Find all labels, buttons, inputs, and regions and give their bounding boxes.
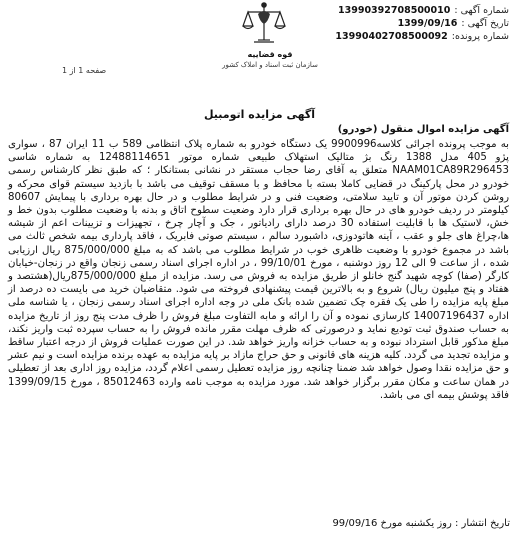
publish-date: تاریخ انتشار : روز یکشنبه مورخ 99/09/16: [332, 518, 510, 529]
notice-date-label: تاریخ آگهی :: [461, 18, 509, 29]
notice-subtitle: آگهی مزایده اموال منقول (خودرو): [337, 124, 509, 135]
org-registration: سازمان ثبت اسناد و املاک کشور: [222, 61, 318, 69]
notice-date-row: [309, 17, 509, 30]
notice-title: آگهی مزایده اتومبیل: [203, 108, 316, 121]
file-number-value: 13990402708500092: [335, 31, 448, 42]
notice-number-row: [309, 4, 509, 17]
notice-body: به موجب پرونده اجرائی کلاسه9900996 یک دستگاه خودرو به شماره پلاک انتظامی 589 ب 11 ایران 87 ، سواری پژو 405 مدل 1388 رنگ بژ متالیک استهلاک طبیعی شماره موتور 12488114651 به شماره شاسی NAAM01CA89R296453 متعلق به آقای رضا حجاب مستقر در نشانی بستانکار ؛ که طبق نظر کارشناس رسمی خودرو در محل پارکینگ در قضایی کاملا بسته با محافظ و با مسقف توقیف می باشد با بازدید سیستم قوای محرکه و روشن کردن موتور آن و تایید سلامتی، وضعیت فنی و در شرایط مطلوب و در حال بهره برداری با پیمایش 80607 کیلومتر در ردیف خودرو های در حال بهره برداری قرار دارد وضعیت سطوح اتاق و بدنه با وضعیت مطلوب بدون خط و خش، لاستیک ها با قابلیت استفاده 30 درصد دارای رادیاتور ، جک و آچار چرخ ، تجهیزات و تزیینات اعم از شیشه ها،چراغ های جلو و عقب ، آینه هاتودوزی، داشبورد سالم ، سیستم صوتی فابریک ، فاقد پارداری بیمه شخص ثالث می باشد در مجموع خودرو با وضعیت ظاهری خوب در شرایط مطلوب می باشد که به مبلغ 875/000/000 ریال ارزیابی شده ، از ساعت 9 الی 12 روز دوشنبه ، مورخ 99/10/01 ، در اداره اجرای اسناد رسمی زنجان واقع در زنجان-خیابان کارگر (صفا) کوچه شهید گنج خانلو از طریق مزایده به فروش می رسد. مزایده از مبلغ 875/000/000ریال(هشتصد و هفتاد و پنج میلیون ریال) شروع و به بالاترین قیمت پیشنهادی فروخته می شود. متقاضیان خرید می بایست ده درصد از مبلغ پایه مزایده را طی یک فقره چک تضمین شده بانک ملی در وجه اداره اجرای اسناد رسمی زنجان ، یا شناسه ملی اداره 14007196437 کارسازی نموده و آن را ارائه و مابه التفاوت مبلغ فروش را ظرف مدت پنج روز از تاریخ مزایده به حساب صندوق ثبت تودیع نماید و درصورتی که ظرف مهلت مقرر مانده فروش را به حساب سپرده ثبت واریز نکند، مبلغ مذکور قابل استرداد نبوده و به حساب خزانه واریز خواهد شد. در این صورت عملیات فروش از درجه اعتبار ساقط و مزایده تجدید می گردد. کلیه هزینه های قانونی و حق حراج مازاد بر پایه مزایده به عهده برنده مزایده است و نیم عشر و حق مزایده نقدا وصول خواهد شد ضمنا چنانچه روز مزایده تعطیل رسمی اعلام گردد، مزایده روز اداری بعد از تعطیلی در همان ساعت و مکان مقرر برگزار خواهد شد. مورد مزایده به موجب نامه وارده 85012463 ، مورخ 1399/09/15 فاقد پوشش بیمه ای می باشد.: [8, 139, 510, 401]
file-number-row: [309, 30, 509, 43]
organization-title: [170, 50, 370, 70]
file-number-label: شماره پرونده:: [451, 31, 509, 42]
page-number: صفحه 1 از 1: [62, 66, 107, 75]
judiciary-emblem-icon: [238, 0, 290, 48]
notice-date-value: 1399/09/16: [397, 18, 458, 29]
org-judiciary: قوه قضاییه: [247, 50, 293, 59]
notice-number-label: شماره آگهی :: [454, 5, 509, 16]
notice-meta: [309, 4, 509, 43]
notice-number-value: 13990392708500010: [338, 5, 451, 16]
